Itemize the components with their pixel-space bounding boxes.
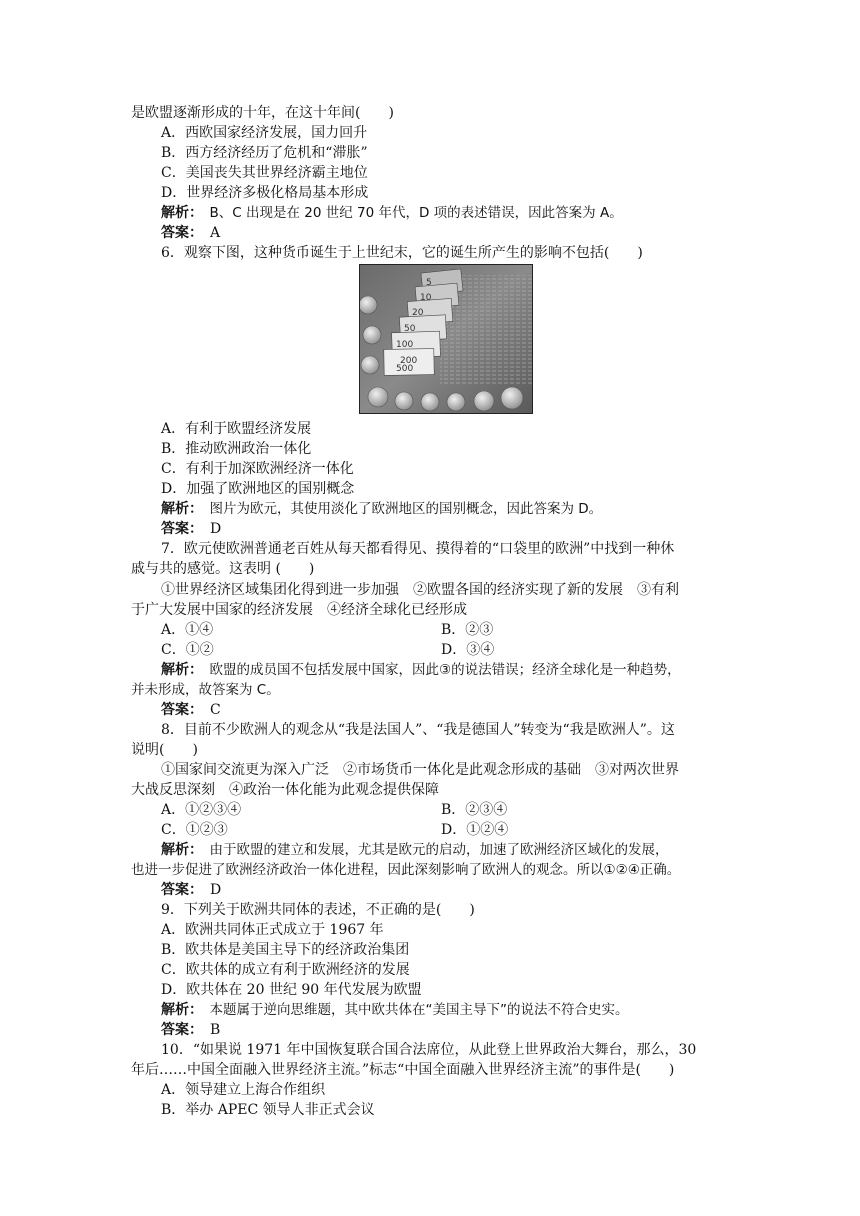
q10-stem-continuation: 年后……中国全面融入世界经济主流。”标志“中国全面融入世界经济主流”的事件是( ) — [131, 1062, 675, 1078]
denomination-label: 10 — [420, 293, 432, 303]
q8-option-a: A．①②③④ — [161, 802, 242, 818]
q8-option-d: D．①②④ — [441, 822, 509, 838]
q8-option-c: C．①②③ — [161, 822, 228, 838]
answer-value: D — [196, 882, 222, 898]
analysis-text: 本题属于逆向思维题，其中欧共体在“美国主导下”的说法不符合史实。 — [196, 1002, 629, 1018]
answer-label: 答案： — [161, 882, 196, 898]
q5-stem-continuation: 是欧盟逐渐形成的十年，在这十年间( ) — [131, 105, 394, 121]
q5-option-c: C．美国丧失其世界经济霸主地位 — [161, 165, 368, 181]
q7-stem: 7．欧元使欧洲普通老百姓从每天都看得见、摸得着的“口袋里的欧洲”中找到一种休 — [161, 541, 675, 557]
analysis-label: 解析： — [161, 1002, 196, 1018]
q6-option-a: A．有利于欧盟经济发展 — [161, 421, 312, 437]
q6-stem: 6．观察下图，这种货币诞生于上世纪末，它的诞生所产生的影响不包括( ) — [161, 245, 643, 261]
denomination-label: 20 — [412, 308, 424, 318]
q8-analysis-continuation: 也进一步促进了欧洲经济政治一体化进程，因此深刻影响了欧洲人的观念。所以①②④正确。 — [131, 862, 681, 878]
q8-statements: ①国家间交流更为深入广泛 ②市场货币一体化是此观念形成的基础 ③对两次世界 — [161, 762, 679, 778]
denomination-label: 100 — [396, 340, 414, 350]
q7-option-b: B．②③ — [441, 622, 494, 638]
q9-option-b: B．欧共体是美国主导下的经济政治集团 — [161, 942, 410, 958]
euro-banknotes-and-coins-photo — [359, 264, 533, 414]
q9-answer — [161, 1020, 220, 1040]
denomination-label: 200 — [400, 356, 418, 366]
q7-analysis — [161, 660, 681, 680]
analysis-label: 解析： — [161, 842, 196, 858]
q9-option-c: C．欧共体的成立有利于欧洲经济的发展 — [161, 962, 410, 978]
analysis-label: 解析： — [161, 205, 196, 221]
answer-value: D — [196, 521, 222, 537]
answer-label: 答案： — [161, 521, 196, 537]
q5-option-b: B．西方经济经历了危机和“滞胀” — [161, 145, 368, 161]
q5-answer — [161, 223, 220, 243]
q7-option-d: D．③④ — [441, 642, 495, 658]
q9-option-d: D．欧共体在 20 世纪 90 年代发展为欧盟 — [161, 982, 422, 998]
q8-analysis — [161, 840, 669, 860]
denomination-label: 500 — [396, 364, 414, 374]
answer-label: 答案： — [161, 1022, 196, 1038]
q7-analysis-continuation: 并未形成，故答案为 C。 — [131, 682, 280, 698]
q6-option-b: B．推动欧洲政治一体化 — [161, 441, 312, 457]
q10-option-a: A．领导建立上海合作组织 — [161, 1082, 326, 1098]
q9-stem: 9．下列关于欧洲共同体的表述，不正确的是( ) — [161, 902, 475, 918]
answer-value: C — [196, 702, 221, 718]
q5-option-d: D．世界经济多极化格局基本形成 — [161, 185, 369, 201]
q7-option-c: C．①② — [161, 642, 214, 658]
q7-statements-continuation: 于广大发展中国家的经济发展 ④经济全球化已经形成 — [131, 602, 467, 618]
q9-option-a: A．欧洲共同体正式成立于 1967 年 — [161, 922, 384, 938]
denomination-label: 50 — [404, 324, 416, 334]
q10-stem: 10．“如果说 1971 年中国恢复联合国合法席位，从此登上世界政治大舞台，那么，30 — [161, 1042, 697, 1058]
q9-analysis — [161, 1000, 629, 1020]
q5-option-a: A．西欧国家经济发展，国力回升 — [161, 125, 368, 141]
answer-label: 答案： — [161, 225, 196, 241]
q7-option-a: A．①④ — [161, 622, 214, 638]
analysis-label: 解析： — [161, 662, 196, 678]
q7-statements: ①世界经济区域集团化得到进一步加强 ②欧盟各国的经济实现了新的发展 ③有利 — [161, 582, 679, 598]
denomination-label: 5 — [426, 278, 432, 288]
analysis-label: 解析： — [161, 501, 196, 517]
q8-stem: 8．目前不少欧洲人的观念从“我是法国人”、“我是德国人”转变为“我是欧洲人”。这 — [161, 722, 675, 738]
q5-analysis — [161, 203, 623, 223]
analysis-text: 由于欧盟的建立和发展，尤其是欧元的启动，加速了欧洲经济区域化的发展， — [196, 842, 669, 858]
q10-option-b: B．举办 APEC 领导人非正式会议 — [161, 1102, 375, 1118]
q8-answer — [161, 880, 221, 900]
q8-stem-continuation: 说明( ) — [131, 742, 198, 758]
q8-statements-continuation: 大战反思深刻 ④政治一体化能为此观念提供保障 — [131, 782, 439, 798]
q8-option-b: B．②③④ — [441, 802, 508, 818]
analysis-text: 欧盟的成员国不包括发展中国家，因此③的说法错误；经济全球化是一种趋势， — [196, 662, 681, 678]
q6-answer — [161, 519, 221, 539]
q6-analysis — [161, 499, 602, 519]
q6-option-c: C．有利于加深欧洲经济一体化 — [161, 461, 354, 477]
answer-value: B — [196, 1022, 221, 1038]
answer-label: 答案： — [161, 702, 196, 718]
q6-option-d: D．加强了欧洲地区的国别概念 — [161, 481, 355, 497]
analysis-text: B、C 出现是在 20 世纪 70 年代，D 项的表述错误，因此答案为 A。 — [196, 205, 623, 221]
analysis-text: 图片为欧元，其使用淡化了欧洲地区的国别概念，因此答案为 D。 — [196, 501, 603, 517]
answer-value: A — [196, 225, 221, 241]
q7-stem-continuation: 戚与共的感觉。这表明 ( ) — [131, 561, 315, 577]
q7-answer — [161, 700, 221, 720]
